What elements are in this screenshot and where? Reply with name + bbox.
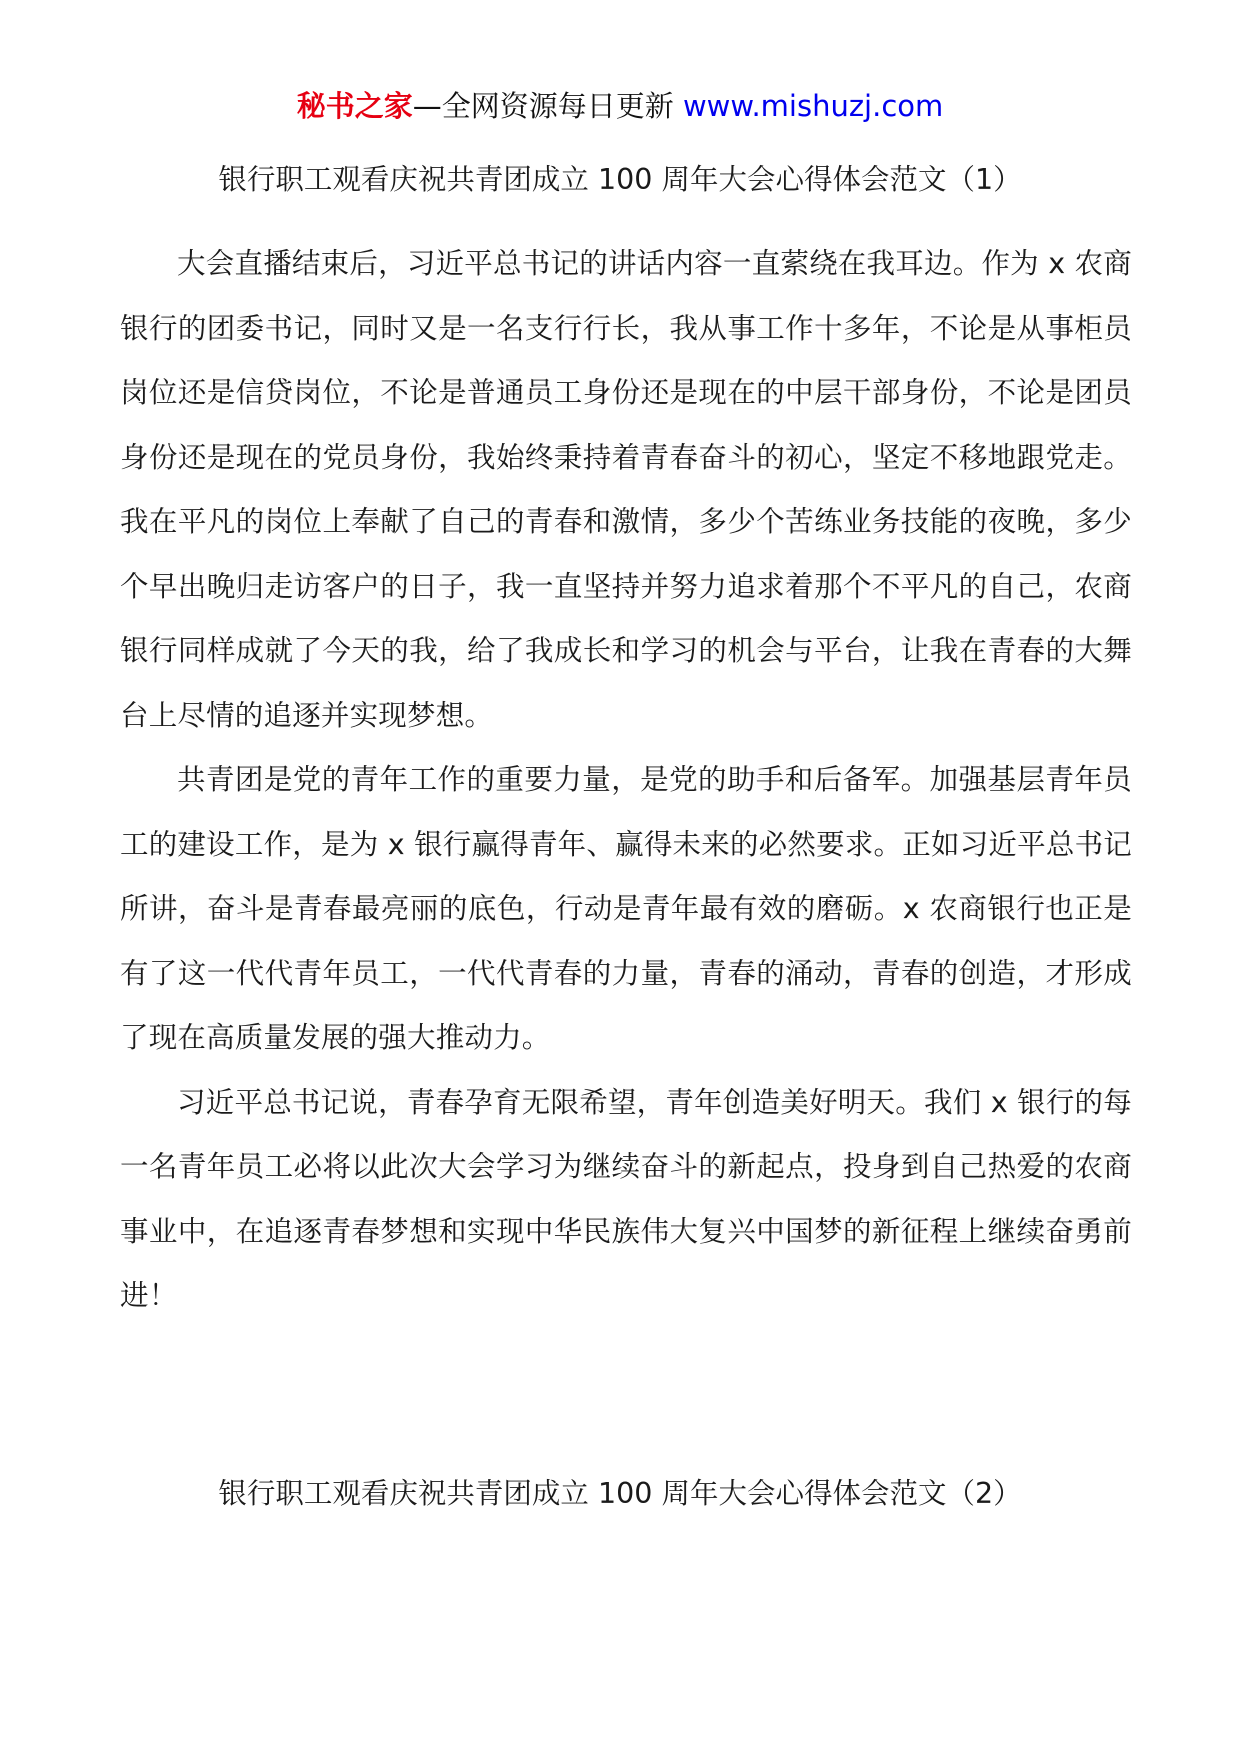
site-header [0, 86, 1240, 126]
article-body [120, 232, 1132, 1329]
site-brand: 秘书之家 [296, 89, 413, 123]
paragraph-3: 习近平总书记说，青春孕育无限希望，青年创造美好明天。我们 x 银行的每一名青年员工必将以此次大会学习为继续奋斗的新起点，投身到自己热爱的农商事业中，在追逐青春梦想和实现中华民族伟大复兴中国梦的新征程上继续奋勇前进！ [120, 1085, 1132, 1312]
site-tagline: —全网资源每日更新 [412, 89, 683, 123]
paragraph-1: 大会直播结束后，习近平总书记的讲话内容一直萦绕在我耳边。作为 x 农商银行的团委书记，同时又是一名支行行长，我从事工作十多年，不论是从事柜员岗位还是信贷岗位，不论是普通员工身份还是现在的中层干部身份，不论是团员身份还是现在的党员身份，我始终秉持着青春奋斗的初心，坚定不移地跟党走。我在平凡的岗位上奉献了自己的青春和激情，多少个苦练业务技能的夜晚，多少个早出晚归走访客户的日子，我一直坚持并努力追求着那个不平凡的自己，农商银行同样成就了今天的我，给了我成长和学习的机会与平台，让我在青春的大舞台上尽情的追逐并实现梦想。 [120, 247, 1132, 732]
article-title-1: 银行职工观看庆祝共青团成立 100 周年大会心得体会范文（1） [218, 163, 1022, 196]
site-url-link[interactable]: www.mishuzj.com [682, 89, 944, 123]
article-title-2: 银行职工观看庆祝共青团成立 100 周年大会心得体会范文（2） [218, 1477, 1022, 1510]
paragraph-2: 共青团是党的青年工作的重要力量，是党的助手和后备军。加强基层青年员工的建设工作，是为 x 银行赢得青年、赢得未来的必然要求。正如习近平总书记所讲，奋斗是青春最亮丽的底色，行动是青年最有效的磨砺。x 农商银行也正是有了这一代代青年员工，一代代青春的力量，青春的涌动，青春的创造，才形成了现在高质量发展的强大推动力。 [120, 763, 1132, 1054]
